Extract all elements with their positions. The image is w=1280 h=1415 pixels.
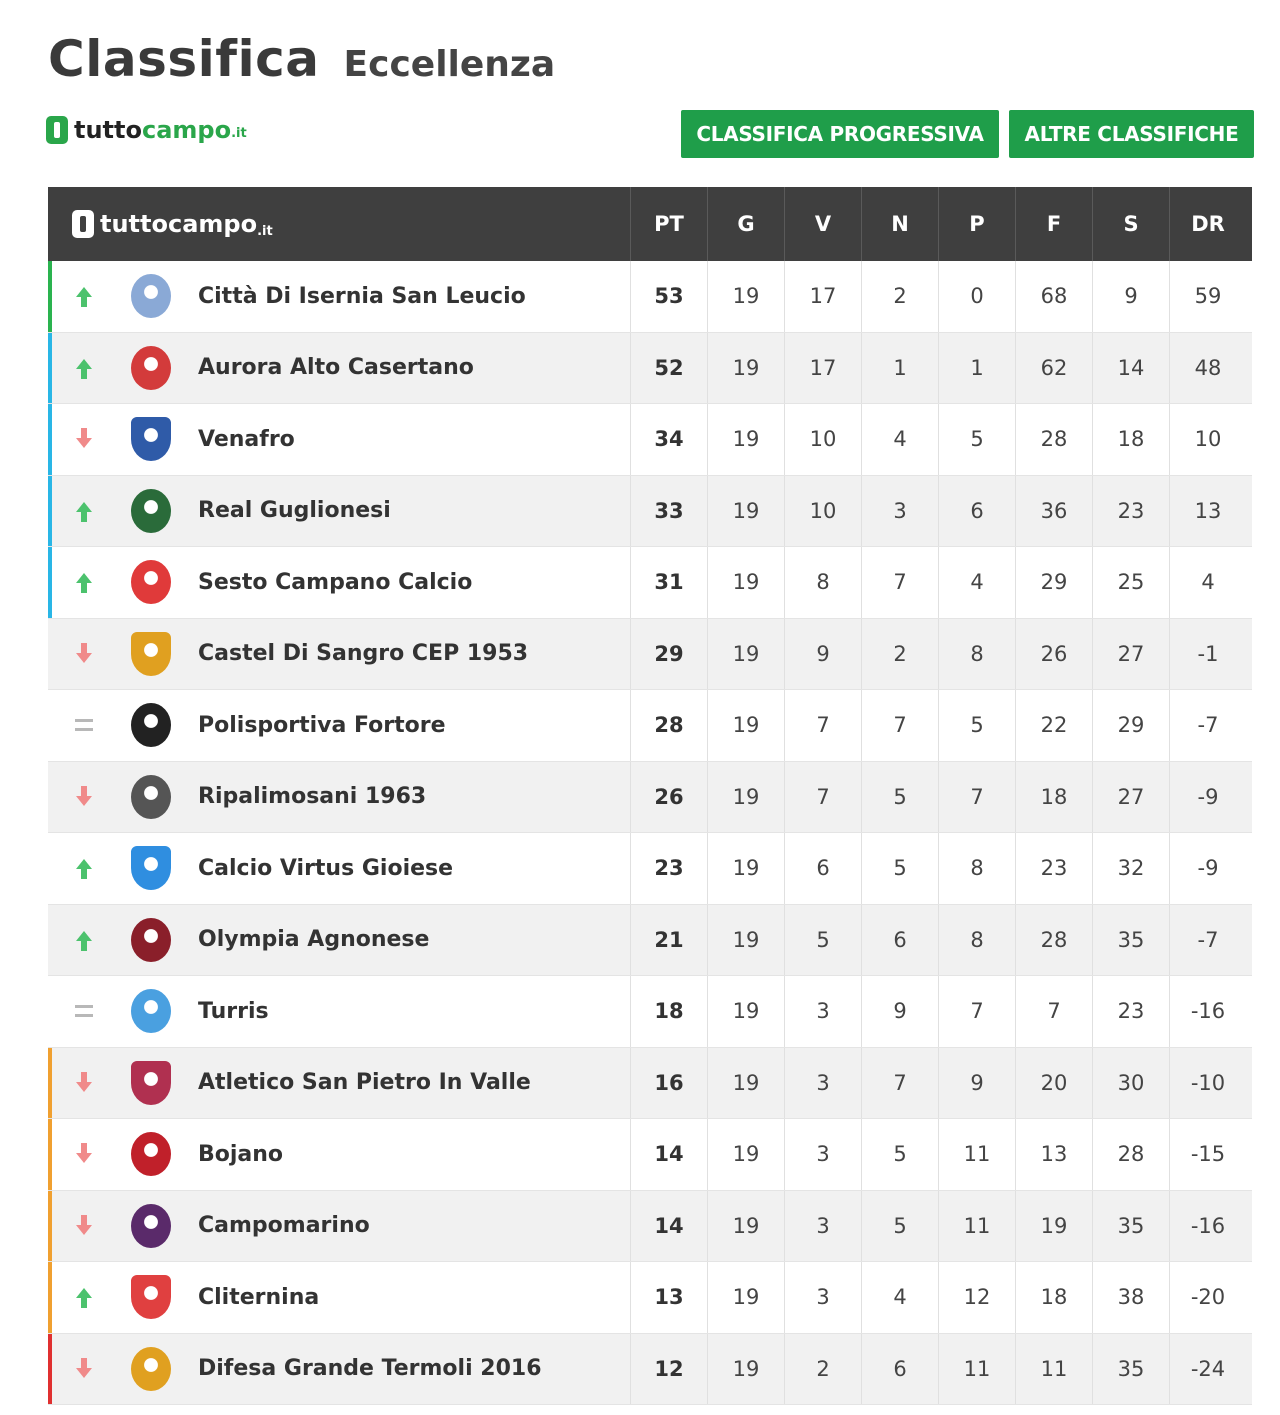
stat-n: 9 [861, 976, 938, 1047]
stat-pt: 12 [630, 1334, 707, 1405]
stat-v: 3 [784, 1191, 861, 1262]
stat-g: 19 [707, 762, 784, 833]
team-crest-icon[interactable] [131, 1132, 171, 1176]
team-crest-icon[interactable] [131, 1275, 171, 1319]
stat-p: 0 [938, 261, 1015, 332]
zone-indicator [48, 762, 52, 833]
zone-indicator [48, 905, 52, 976]
stat-v: 17 [784, 333, 861, 404]
stat-p: 4 [938, 547, 1015, 618]
stat-n: 6 [861, 1334, 938, 1405]
trend-cell [48, 1262, 120, 1333]
zone-indicator [48, 476, 52, 547]
stat-dr: -16 [1169, 1191, 1246, 1262]
stat-n: 5 [861, 1119, 938, 1190]
stat-f: 18 [1015, 762, 1092, 833]
zone-indicator [48, 404, 52, 475]
stat-pt: 29 [630, 619, 707, 690]
arrow-down-icon [76, 796, 92, 806]
stat-p: 5 [938, 690, 1015, 761]
trend-cell [48, 261, 120, 332]
stat-pt: 26 [630, 762, 707, 833]
stat-v: 6 [784, 833, 861, 904]
equal-icon [75, 719, 93, 731]
trend-cell [48, 333, 120, 404]
stat-f: 36 [1015, 476, 1092, 547]
trend-cell [48, 404, 120, 475]
stat-g: 19 [707, 690, 784, 761]
col-f[interactable]: F [1015, 187, 1092, 261]
team-name[interactable]: Campomarino [198, 1213, 370, 1239]
stat-p: 7 [938, 762, 1015, 833]
stat-dr: 4 [1169, 547, 1246, 618]
stat-pt: 16 [630, 1048, 707, 1119]
crest-cell [120, 1262, 182, 1333]
trend-cell [48, 1048, 120, 1119]
stat-s: 29 [1092, 690, 1169, 761]
stat-s: 18 [1092, 404, 1169, 475]
stat-v: 2 [784, 1334, 861, 1405]
stat-dr: 48 [1169, 333, 1246, 404]
team-name[interactable]: Venafro [198, 426, 295, 452]
zone-indicator [48, 976, 52, 1047]
stat-p: 5 [938, 404, 1015, 475]
table-row[interactable] [48, 619, 1252, 691]
stat-dr: -24 [1169, 1334, 1246, 1405]
stat-pt: 53 [630, 261, 707, 332]
table-row[interactable] [48, 762, 1252, 834]
table-row[interactable] [48, 690, 1252, 762]
stat-g: 19 [707, 976, 784, 1047]
stat-f: 22 [1015, 690, 1092, 761]
stat-n: 7 [861, 1048, 938, 1119]
team-crest-icon[interactable] [131, 560, 171, 604]
table-row[interactable] [48, 404, 1252, 476]
stat-n: 2 [861, 261, 938, 332]
stat-s: 28 [1092, 1119, 1169, 1190]
table-row[interactable] [48, 833, 1252, 905]
brand-text-2: campo [142, 116, 232, 144]
table-row[interactable] [48, 1119, 1252, 1191]
team-crest-icon[interactable] [131, 1061, 171, 1105]
stat-dr: -1 [1169, 619, 1246, 690]
stat-f: 29 [1015, 547, 1092, 618]
stat-g: 19 [707, 619, 784, 690]
stat-dr: -9 [1169, 762, 1246, 833]
stat-f: 68 [1015, 261, 1092, 332]
team-crest-icon[interactable] [131, 632, 171, 676]
stat-g: 19 [707, 476, 784, 547]
stat-pt: 52 [630, 333, 707, 404]
table-row[interactable] [48, 976, 1252, 1048]
tuttocampo-icon [72, 210, 94, 238]
col-dr[interactable]: DR [1169, 187, 1246, 261]
stat-f: 7 [1015, 976, 1092, 1047]
zone-indicator [48, 619, 52, 690]
stat-n: 7 [861, 690, 938, 761]
arrow-down-icon [76, 1368, 92, 1378]
stat-dr: -16 [1169, 976, 1246, 1047]
team-crest-icon[interactable] [131, 489, 171, 533]
crest-cell [120, 404, 182, 475]
col-s[interactable]: S [1092, 187, 1169, 261]
stat-p: 11 [938, 1119, 1015, 1190]
stat-p: 6 [938, 476, 1015, 547]
brand-suffix: .it [231, 126, 247, 141]
arrow-up-icon [76, 931, 92, 941]
title-league: Eccellenza [343, 44, 556, 85]
stat-f: 11 [1015, 1334, 1092, 1405]
crest-cell [120, 976, 182, 1047]
team-name[interactable]: Olympia Agnonese [198, 927, 430, 953]
arrow-down-icon [76, 653, 92, 663]
stat-s: 35 [1092, 905, 1169, 976]
table-row[interactable] [48, 547, 1252, 619]
stat-n: 5 [861, 833, 938, 904]
stat-dr: -20 [1169, 1262, 1246, 1333]
equal-icon [75, 1005, 93, 1017]
stat-f: 26 [1015, 619, 1092, 690]
stat-v: 10 [784, 476, 861, 547]
stat-f: 13 [1015, 1119, 1092, 1190]
arrow-up-icon [76, 573, 92, 583]
col-p[interactable]: P [938, 187, 1015, 261]
col-v[interactable]: V [784, 187, 861, 261]
stat-s: 35 [1092, 1334, 1169, 1405]
stat-pt: 21 [630, 905, 707, 976]
stat-n: 6 [861, 905, 938, 976]
stat-dr: -7 [1169, 690, 1246, 761]
stat-pt: 23 [630, 833, 707, 904]
zone-indicator [48, 1119, 52, 1190]
table-row[interactable] [48, 1334, 1252, 1406]
stat-dr: 13 [1169, 476, 1246, 547]
stat-g: 19 [707, 1191, 784, 1262]
stat-v: 3 [784, 976, 861, 1047]
stat-v: 5 [784, 905, 861, 976]
stat-n: 5 [861, 762, 938, 833]
team-name[interactable]: Aurora Alto Casertano [198, 355, 474, 381]
team-crest-icon[interactable] [131, 989, 171, 1033]
table-row[interactable] [48, 1048, 1252, 1120]
zone-indicator [48, 1334, 52, 1405]
team-crest-icon[interactable] [131, 417, 171, 461]
stat-g: 19 [707, 404, 784, 475]
table-row[interactable] [48, 333, 1252, 405]
table-row[interactable] [48, 476, 1252, 548]
stat-s: 9 [1092, 261, 1169, 332]
stat-s: 14 [1092, 333, 1169, 404]
zone-indicator [48, 1262, 52, 1333]
team-crest-icon[interactable] [131, 775, 171, 819]
team-name[interactable]: Castel Di Sangro CEP 1953 [198, 641, 529, 667]
stat-v: 7 [784, 762, 861, 833]
team-name[interactable]: Città Di Isernia San Leucio [198, 283, 526, 309]
stat-s: 27 [1092, 619, 1169, 690]
stat-pt: 28 [630, 690, 707, 761]
stat-dr: -10 [1169, 1048, 1246, 1119]
stat-s: 35 [1092, 1191, 1169, 1262]
arrow-down-icon [76, 1153, 92, 1163]
stat-pt: 14 [630, 1119, 707, 1190]
stat-p: 7 [938, 976, 1015, 1047]
crest-cell [120, 1334, 182, 1405]
stat-v: 3 [784, 1048, 861, 1119]
trend-cell [48, 1191, 120, 1262]
crest-cell [120, 833, 182, 904]
crest-cell [120, 261, 182, 332]
zone-indicator [48, 1191, 52, 1262]
stat-g: 19 [707, 547, 784, 618]
crest-cell [120, 905, 182, 976]
arrow-down-icon [76, 438, 92, 448]
crest-cell [120, 547, 182, 618]
col-pt[interactable]: PT [630, 187, 707, 261]
stat-v: 9 [784, 619, 861, 690]
stat-p: 1 [938, 333, 1015, 404]
stat-n: 4 [861, 1262, 938, 1333]
header-brand-text: tuttocampo [100, 210, 258, 238]
stat-p: 11 [938, 1334, 1015, 1405]
stat-g: 19 [707, 833, 784, 904]
stat-s: 25 [1092, 547, 1169, 618]
brand-text-1: tutto [74, 116, 142, 144]
table-row[interactable] [48, 905, 1252, 977]
arrow-down-icon [76, 1082, 92, 1092]
arrow-down-icon [76, 1225, 92, 1235]
stat-p: 8 [938, 905, 1015, 976]
crest-cell [120, 333, 182, 404]
stat-p: 8 [938, 619, 1015, 690]
trend-cell [48, 905, 120, 976]
stat-v: 3 [784, 1262, 861, 1333]
stat-n: 1 [861, 333, 938, 404]
altre-classifiche-button[interactable]: ALTRE CLASSIFICHE [1009, 110, 1254, 158]
arrow-up-icon [76, 1288, 92, 1298]
stat-f: 18 [1015, 1262, 1092, 1333]
stat-g: 19 [707, 1119, 784, 1190]
crest-cell [120, 762, 182, 833]
team-crest-icon[interactable] [131, 703, 171, 747]
zone-indicator [48, 261, 52, 332]
team-name[interactable]: Polisportiva Fortore [198, 712, 446, 738]
stat-n: 7 [861, 547, 938, 618]
classifica-progressiva-button[interactable]: CLASSIFICA PROGRESSIVA [681, 110, 999, 158]
team-crest-icon[interactable] [131, 1204, 171, 1248]
stat-pt: 14 [630, 1191, 707, 1262]
stat-dr: 59 [1169, 261, 1246, 332]
stat-g: 19 [707, 1048, 784, 1119]
trend-cell [48, 476, 120, 547]
zone-indicator [48, 547, 52, 618]
tuttocampo-icon [46, 116, 68, 144]
trend-cell [48, 1119, 120, 1190]
zone-indicator [48, 333, 52, 404]
brand-logo[interactable] [46, 116, 247, 144]
stat-v: 3 [784, 1119, 861, 1190]
stat-dr: -7 [1169, 905, 1246, 976]
stat-f: 28 [1015, 404, 1092, 475]
team-name[interactable]: Ripalimosani 1963 [198, 784, 427, 810]
stat-pt: 31 [630, 547, 707, 618]
stat-s: 38 [1092, 1262, 1169, 1333]
table-body [48, 261, 1252, 1405]
team-name[interactable]: Turris [198, 998, 269, 1024]
team-name[interactable]: Calcio Virtus Gioiese [198, 855, 454, 881]
col-n[interactable]: N [861, 187, 938, 261]
stat-s: 32 [1092, 833, 1169, 904]
stat-s: 23 [1092, 976, 1169, 1047]
zone-indicator [48, 833, 52, 904]
stat-n: 4 [861, 404, 938, 475]
team-name[interactable]: Bojano [198, 1141, 284, 1167]
stat-dr: -9 [1169, 833, 1246, 904]
stat-f: 23 [1015, 833, 1092, 904]
stat-f: 62 [1015, 333, 1092, 404]
stat-pt: 33 [630, 476, 707, 547]
stat-g: 19 [707, 1334, 784, 1405]
team-name[interactable]: Atletico San Pietro In Valle [198, 1070, 531, 1096]
table-header [48, 187, 1252, 261]
stat-v: 8 [784, 547, 861, 618]
trend-cell [48, 976, 120, 1047]
stat-p: 12 [938, 1262, 1015, 1333]
stat-g: 19 [707, 333, 784, 404]
team-name[interactable]: Sesto Campano Calcio [198, 569, 473, 595]
trend-cell [48, 762, 120, 833]
stat-n: 3 [861, 476, 938, 547]
trend-cell [48, 833, 120, 904]
stat-s: 27 [1092, 762, 1169, 833]
stat-v: 17 [784, 261, 861, 332]
arrow-up-icon [76, 287, 92, 297]
crest-cell [120, 1191, 182, 1262]
trend-cell [48, 547, 120, 618]
team-crest-icon[interactable] [131, 346, 171, 390]
zone-indicator [48, 690, 52, 761]
title-main: Classifica [48, 30, 320, 88]
stat-f: 28 [1015, 905, 1092, 976]
stat-g: 19 [707, 1262, 784, 1333]
arrow-up-icon [76, 502, 92, 512]
header-brand-suffix: .it [257, 224, 273, 239]
stat-pt: 18 [630, 976, 707, 1047]
zone-indicator [48, 1048, 52, 1119]
team-crest-icon[interactable] [131, 918, 171, 962]
stat-p: 11 [938, 1191, 1015, 1262]
team-crest-icon[interactable] [131, 1347, 171, 1391]
crest-cell [120, 619, 182, 690]
crest-cell [120, 1048, 182, 1119]
team-name[interactable]: Difesa Grande Termoli 2016 [198, 1356, 542, 1382]
stat-pt: 13 [630, 1262, 707, 1333]
header-brand [48, 187, 630, 261]
trend-cell [48, 1334, 120, 1405]
table-row[interactable] [48, 1262, 1252, 1334]
stat-f: 19 [1015, 1191, 1092, 1262]
stat-v: 7 [784, 690, 861, 761]
stat-dr: 10 [1169, 404, 1246, 475]
stat-s: 30 [1092, 1048, 1169, 1119]
stat-n: 5 [861, 1191, 938, 1262]
crest-cell [120, 476, 182, 547]
team-name[interactable]: Real Guglionesi [198, 498, 391, 524]
stat-f: 20 [1015, 1048, 1092, 1119]
trend-cell [48, 619, 120, 690]
crest-cell [120, 1119, 182, 1190]
stat-s: 23 [1092, 476, 1169, 547]
stat-pt: 34 [630, 404, 707, 475]
team-crest-icon[interactable] [131, 274, 171, 318]
table-row[interactable] [48, 261, 1252, 333]
crest-cell [120, 690, 182, 761]
stat-g: 19 [707, 261, 784, 332]
arrow-up-icon [76, 359, 92, 369]
stat-p: 8 [938, 833, 1015, 904]
page-title [48, 30, 555, 88]
stat-p: 9 [938, 1048, 1015, 1119]
stat-dr: -15 [1169, 1119, 1246, 1190]
standings-table [48, 187, 1252, 1405]
team-crest-icon[interactable] [131, 846, 171, 890]
stat-g: 19 [707, 905, 784, 976]
stat-v: 10 [784, 404, 861, 475]
arrow-up-icon [76, 859, 92, 869]
col-g[interactable]: G [707, 187, 784, 261]
stat-n: 2 [861, 619, 938, 690]
trend-cell [48, 690, 120, 761]
table-row[interactable] [48, 1191, 1252, 1263]
team-name[interactable]: Cliternina [198, 1284, 320, 1310]
